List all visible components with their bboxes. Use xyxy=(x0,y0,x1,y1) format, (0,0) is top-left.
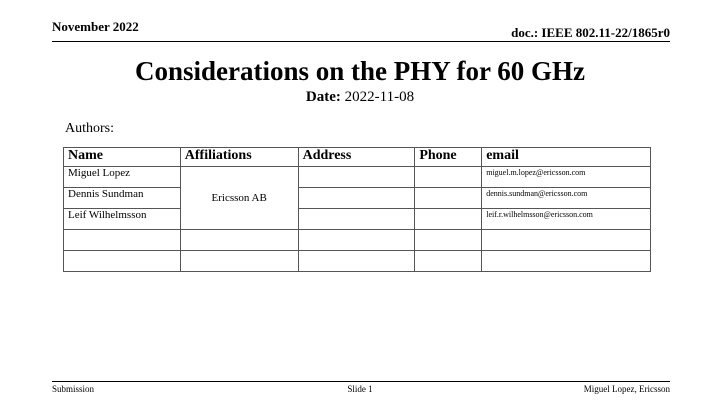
author-phone xyxy=(415,188,482,209)
table-row xyxy=(64,209,651,230)
date-value: 2022-11-08 xyxy=(344,89,415,105)
footer-divider xyxy=(52,381,670,382)
author-email xyxy=(482,230,651,251)
header-affiliations: Affiliations xyxy=(180,148,298,167)
author-address xyxy=(298,167,415,188)
author-affiliation-empty xyxy=(180,251,298,272)
header-divider xyxy=(52,41,670,42)
table-row xyxy=(64,230,651,251)
author-name: Leif Wilhelmsson xyxy=(64,209,181,230)
table-row xyxy=(64,251,651,272)
footer-author: Miguel Lopez, Ericsson xyxy=(583,384,670,394)
author-email: leif.r.wilhelmsson@ericsson.com xyxy=(482,209,651,230)
table-header-row xyxy=(64,148,651,167)
table-row xyxy=(64,188,651,209)
author-address xyxy=(298,251,415,272)
header-date: November 2022 xyxy=(52,19,139,34)
author-email xyxy=(482,251,651,272)
header-name: Name xyxy=(64,148,181,167)
author-affiliation-empty xyxy=(180,230,298,251)
slide-title: Considerations on the PHY for 60 GHz xyxy=(135,56,585,86)
footer-submission: Submission xyxy=(52,384,95,394)
author-affiliation: Ericsson AB xyxy=(180,167,298,230)
author-name: Dennis Sundman xyxy=(64,188,181,209)
authors-label: Authors: xyxy=(65,121,114,136)
author-name xyxy=(64,251,181,272)
date-line xyxy=(0,89,720,106)
author-email: dennis.sundman@ericsson.com xyxy=(482,188,651,209)
author-phone xyxy=(415,167,482,188)
header-phone: Phone xyxy=(415,148,482,167)
footer-slide-number: Slide 1 xyxy=(347,384,373,394)
author-phone xyxy=(415,251,482,272)
date-label: Date: xyxy=(305,89,341,105)
author-phone xyxy=(415,230,482,251)
author-email: miguel.m.lopez@ericsson.com xyxy=(482,167,651,188)
author-name xyxy=(64,230,181,251)
author-address xyxy=(298,188,415,209)
authors-table xyxy=(63,147,651,272)
header-email: email xyxy=(482,148,651,167)
header-address: Address xyxy=(298,148,415,167)
author-address xyxy=(298,209,415,230)
header-doc-id: doc.: IEEE 802.11-22/1865r0 xyxy=(511,25,670,40)
author-name: Miguel Lopez xyxy=(64,167,181,188)
author-phone xyxy=(415,209,482,230)
author-address xyxy=(298,230,415,251)
table-row xyxy=(64,167,651,188)
